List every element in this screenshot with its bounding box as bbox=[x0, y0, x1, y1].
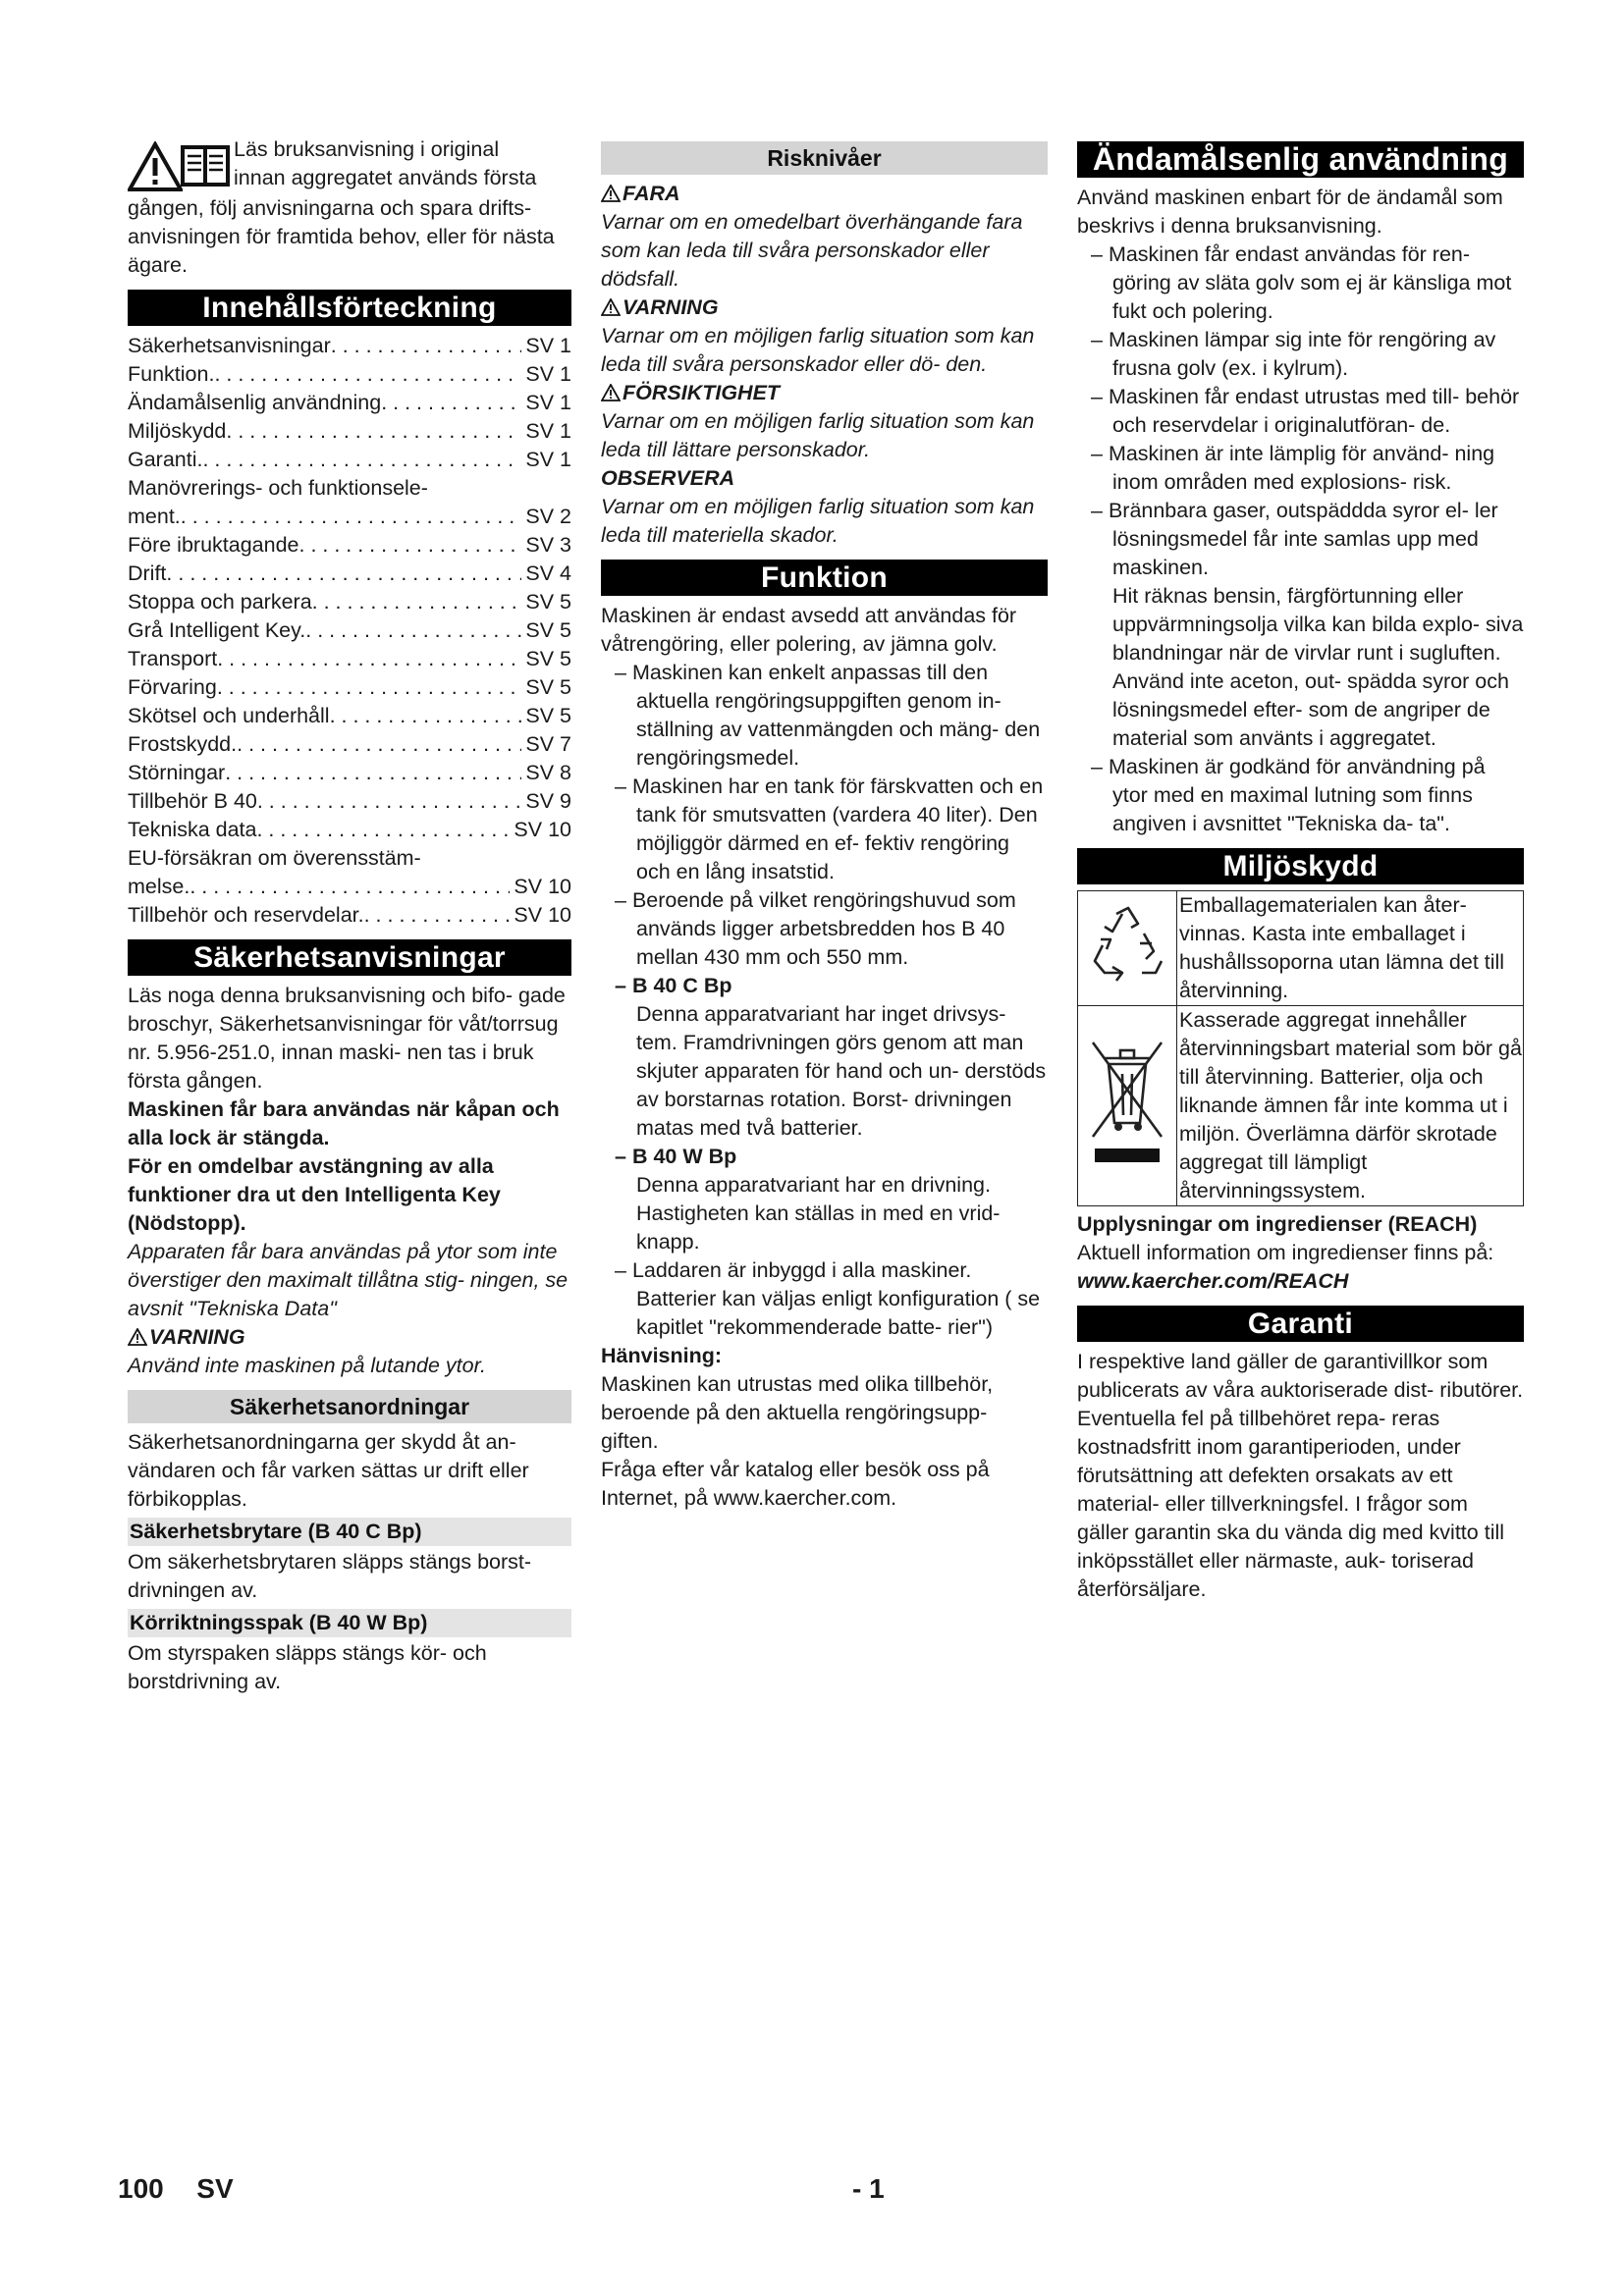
toc-entry[interactable]: Störningar . . . SV 8 bbox=[128, 759, 571, 787]
function-list bbox=[601, 659, 1048, 1000]
table-row bbox=[1078, 891, 1524, 1006]
column-middle bbox=[601, 141, 1048, 1513]
toc-entry[interactable]: Skötsel och underhåll . . . SV 5 bbox=[128, 702, 571, 730]
safety-warning-label: VARNING bbox=[128, 1323, 571, 1352]
lever-heading: Körriktningsspak (B 40 W Bp) bbox=[128, 1609, 571, 1637]
fara-label: FARA bbox=[601, 180, 1048, 208]
variant-b40w-text: Denna apparatvariant har en drivning. Hastigheten kan ställas in med en vrid- knapp. bbox=[636, 1173, 1001, 1254]
toc-entry[interactable]: Stoppa och parkera . . . SV 5 bbox=[128, 588, 571, 616]
observera-text: Varnar om en möjligen farlig situation som kan leda till materiella skador. bbox=[601, 495, 1035, 547]
note-text: Maskinen kan utrustas med olika tillbehör, beroende på den aktuella rengöringsupp- giften. bbox=[601, 1372, 994, 1453]
toc-entry[interactable]: Förvaring . . . SV 5 bbox=[128, 673, 571, 702]
toc-entry[interactable]: EU-försäkran om överensstäm- melse. . . . SV 10 bbox=[128, 844, 571, 901]
table-row bbox=[1078, 1006, 1524, 1206]
switch-heading: Säkerhetsbrytare (B 40 C Bp) bbox=[128, 1518, 571, 1546]
safety-cover-notice: Maskinen får bara användas när kåpan och alla lock är stängda. bbox=[128, 1097, 560, 1149]
intro-block bbox=[128, 135, 571, 280]
warning-triangle-icon bbox=[128, 141, 183, 192]
warranty-heading: Garanti bbox=[1077, 1306, 1524, 1342]
list-item: – Maskinen får endast användas för ren- göring av släta golv som ej är känsliga mot fukt och polering. bbox=[1077, 240, 1524, 326]
column-left bbox=[128, 135, 571, 1696]
intro-line1: Läs bruksanvisning i original bbox=[234, 137, 500, 161]
variant-b40c-label: – B 40 C Bp bbox=[601, 972, 1048, 1000]
toc-entry[interactable]: Tillbehör B 40 . . . SV 9 bbox=[128, 787, 571, 816]
devices-text: Säkerhetsanordningarna ger skydd åt an- vändaren och får varken sättas ur drift eller förbikopplas. bbox=[128, 1430, 529, 1511]
language-code: SV bbox=[196, 2173, 234, 2204]
reach-link[interactable]: www.kaercher.com/REACH bbox=[1077, 1269, 1349, 1293]
toc-entry[interactable]: Funktion. . . . SV 1 bbox=[128, 360, 571, 389]
manual-book-icon bbox=[181, 143, 230, 188]
toc-entry[interactable]: Grå Intelligent Key. . . . SV 5 bbox=[128, 616, 571, 645]
list-item: – Maskinen är godkänd för användning på ytor med en maximal lutning som finns angiven i avsnittet "Tekniska da- ta". bbox=[1077, 753, 1524, 838]
variant-b40c-text: Denna apparatvariant har inget drivsys- tem. Framdrivningen görs genom att man skjuter apparaten för hand och un- derstöds av borstarnas rotation. Borst- drivningen matas med två batterier. bbox=[636, 1002, 1047, 1140]
column-right bbox=[1077, 141, 1524, 1604]
environment-heading: Miljöskydd bbox=[1077, 848, 1524, 884]
toc-entry[interactable]: Ändamålsenlig användning . . . SV 1 bbox=[128, 389, 571, 417]
risk-heading: Risknivåer bbox=[601, 141, 1048, 175]
intended-use-continuation: Hit räknas bensin, färgförtunning eller uppvärmningsolja vilka kan bilda explo- siva blandningar när de virvlar runt i sugluften. Använd inte aceton, out- spädda syror och lösningsmedel efter- som de angriper de material som använts i aggregatet. bbox=[1112, 584, 1524, 750]
list-item: – Maskinen kan enkelt anpassas till den aktuella rengöringsuppgiften genom in- ställning av vattenmängden och mäng- den rengöringsmedel. bbox=[601, 659, 1048, 773]
safety-warning-text: Använd inte maskinen på lutande ytor. bbox=[128, 1354, 486, 1377]
intended-use-list bbox=[1077, 240, 1524, 582]
note-text-catalog: Fråga efter vår katalog eller besök oss på Internet, på www.kaercher.com. bbox=[601, 1458, 990, 1510]
reach-heading: Upplysningar om ingredienser (REACH) bbox=[1077, 1212, 1478, 1236]
safety-slope-notice: Apparaten får bara användas på ytor som inte överstiger den maximalt tillåtna stig- ningen, se avsnit "Tekniska Data" bbox=[128, 1240, 568, 1320]
toc-entry[interactable]: Frostskydd. . . . SV 7 bbox=[128, 730, 571, 759]
varning-label: VARNING bbox=[601, 294, 1048, 322]
list-item: – Beroende på vilket rengöringshuvud som används ligger arbetsbredden hos B 40 mellan 430 mm och 550 mm. bbox=[601, 886, 1048, 972]
intro-line2: innan aggregatet används första bbox=[234, 166, 537, 189]
list-item: – Maskinen är inte lämplig för använd- ning inom områden med explosions- risk. bbox=[1077, 440, 1524, 497]
warranty-text: I respektive land gäller de garantivillkor som publicerats av våra auktoriserade dist- ributörer. Eventuella fel på tillbehöret repa- reras kostnadsfritt inom garantiperioden, under förutsättning att defekten orsakats av ett material- eller tillverkningsfel. I frågor som gäller garantin ska du vända dig med kvitto till inköpsstället eller närmaste, auk- toriserad återförsäljare. bbox=[1077, 1350, 1524, 1601]
environment-packaging-text: Emballagematerialen kan åter- vinnas. Kasta inte emballaget i hushållssoporna utan lämna det till återvinning. bbox=[1177, 891, 1524, 1006]
note-label: Hänvisning: bbox=[601, 1344, 723, 1367]
intended-use-heading: Ändamålsenlig användning bbox=[1077, 141, 1524, 178]
page-number: 100 bbox=[118, 2173, 164, 2204]
table-of-contents bbox=[128, 332, 571, 930]
varning-text: Varnar om en möjligen farlig situation som kan leda till svåra personskador eller dö- den. bbox=[601, 324, 1035, 376]
function-heading: Funktion bbox=[601, 560, 1048, 596]
safety-emergency-stop: För en omdelbar avstängning av alla funktioner dra ut den Intelligenta Key (Nödstopp). bbox=[128, 1154, 501, 1235]
devices-heading: Säkerhetsanordningar bbox=[128, 1390, 571, 1423]
list-item: – Maskinen får endast utrustas med till- behör och reservdelar i originalutföran- de. bbox=[1077, 383, 1524, 440]
toc-entry[interactable]: Garanti. . . . SV 1 bbox=[128, 446, 571, 474]
forsiktighet-text: Varnar om en möjligen farlig situation som kan leda till lättare personskador. bbox=[601, 409, 1035, 461]
toc-entry[interactable]: Tillbehör och reservdelar. . . . SV 10 bbox=[128, 901, 571, 930]
intro-icons bbox=[128, 135, 234, 194]
toc-entry[interactable]: Manövrerings- och funktionsele- ment. . . . SV 2 bbox=[128, 474, 571, 531]
toc-entry[interactable]: Miljöskydd . . . SV 1 bbox=[128, 417, 571, 446]
list-item: – Brännbara gaser, outspäddda syror el- ler lösningsmedel får inte samlas upp med maskinen. bbox=[1077, 497, 1524, 582]
charger-item: – Laddaren är inbyggd i alla maskiner. Batterier kan väljas enligt konfiguration ( se kapitlet "rekommenderade batte- rier") bbox=[601, 1256, 1048, 1342]
toc-entry[interactable]: Transport . . . SV 5 bbox=[128, 645, 571, 673]
fara-text: Varnar om en omedelbart överhängande fara som kan leda till svåra personskador eller dödsfall. bbox=[601, 210, 1023, 291]
toc-entry[interactable]: Före ibruktagande . . . SV 3 bbox=[128, 531, 571, 560]
lever-text: Om styrspaken släpps stängs kör- och borstdrivning av. bbox=[128, 1641, 487, 1693]
environment-table bbox=[1077, 890, 1524, 1206]
safety-heading: Säkerhetsanvisningar bbox=[128, 939, 571, 976]
warning-triangle-icon bbox=[601, 384, 621, 401]
environment-disposal-text: Kasserade aggregat innehåller återvinningsbart material som bör gå till återvinning. Batterier, olja och liknande ämnen får inte komma ut i miljön. Överlämna därför skrotade aggregat till lämpligt återvinningssystem. bbox=[1177, 1006, 1524, 1206]
warning-triangle-icon bbox=[128, 1328, 147, 1346]
variant-b40w-label: – B 40 W Bp bbox=[601, 1143, 1048, 1171]
safety-paragraph: Läs noga denna bruksanvisning och bifo- gade broschyr, Säkerhetsanvisningar för våt/torrsug nr. 5.956-251.0, innan maski- nen tas i bruk första gången. bbox=[128, 984, 566, 1093]
section-page-number: - 1 bbox=[852, 2173, 885, 2204]
intended-use-intro: Använd maskinen enbart för de ändamål som beskrivs i denna bruksanvisning. bbox=[1077, 186, 1503, 238]
list-item: – Maskinen lämpar sig inte för rengöring av frusna golv (ex. i kylrum). bbox=[1077, 326, 1524, 383]
toc-entry[interactable]: Säkerhetsanvisningar . . . SV 1 bbox=[128, 332, 571, 360]
warning-triangle-icon bbox=[601, 298, 621, 316]
footer-page-info bbox=[118, 2173, 234, 2205]
toc-entry[interactable]: Tekniska data . . . SV 10 bbox=[128, 816, 571, 844]
observera-label: OBSERVERA bbox=[601, 466, 735, 490]
reach-text: Aktuell information om ingredienser finns på: bbox=[1077, 1241, 1494, 1264]
switch-text: Om säkerhetsbrytaren släpps stängs borst- drivningen av. bbox=[128, 1550, 532, 1602]
toc-entry[interactable]: Drift . . . SV 4 bbox=[128, 560, 571, 588]
function-intro: Maskinen är endast avsedd att användas för våtrengöring, eller polering, av jämna golv. bbox=[601, 604, 1017, 656]
forsiktighet-label: FÖRSIKTIGHET bbox=[601, 379, 1048, 407]
intro-text: gången, följ anvisningarna och spara drifts- anvisningen för framtida behov, eller för nästa ägare. bbox=[128, 196, 555, 277]
toc-heading: Innehållsförteckning bbox=[128, 290, 571, 326]
recycling-icon bbox=[1083, 900, 1171, 988]
list-item: – Maskinen har en tank för färskvatten och en tank för smutsvatten (vardera 40 liter). Den möjliggör därmed en ef- fektiv rengöring och en lång insatstid. bbox=[601, 773, 1048, 886]
warning-triangle-icon bbox=[601, 185, 621, 202]
crossed-out-bin-icon bbox=[1083, 1029, 1171, 1176]
